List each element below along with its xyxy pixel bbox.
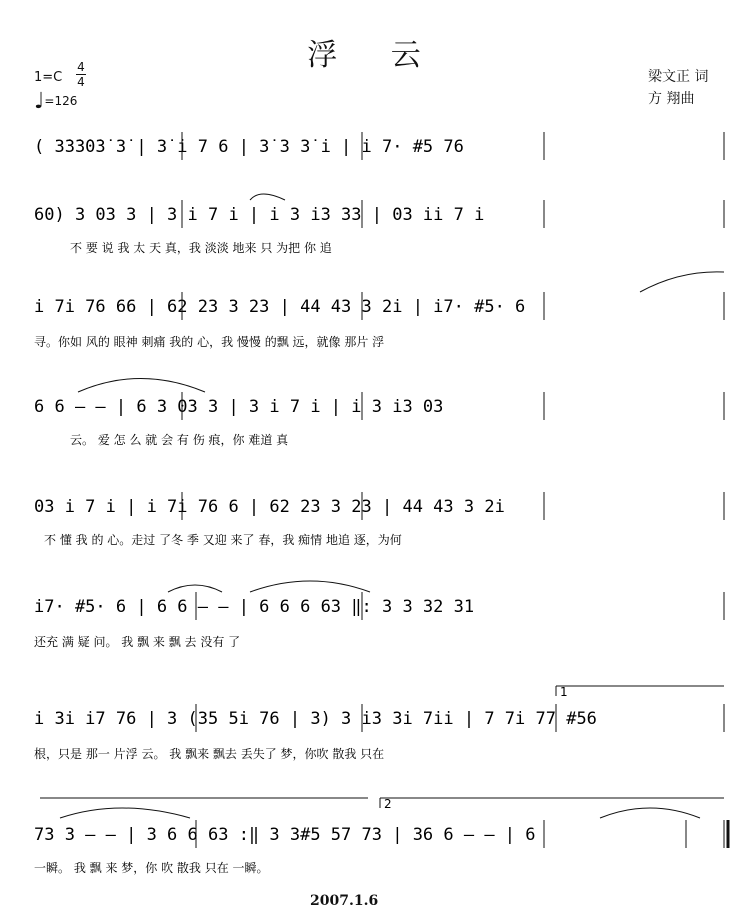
notes-row-7: i 3i i7 76 | 3 (35 5i 76 | 3) 3 i3 3i 7ii | 7 7i 77 #56 [34,709,597,729]
notes-row-8: 73 3 – – | 3 6 6 63 :‖ 3 3#5 57 73 | 36 6 – – | 6 [34,825,536,845]
lyrics-row-5: 不 懂 我 的 心。走过 了冬 季 又迎 来了 春，我 痴情 地追 逐，为何 [44,533,402,547]
lyrics-row-2: 不 要 说 我 太 天 真，我 淡淡 地来 只 为把 你 追 [70,241,332,255]
date-stamp: 2007.1.6 [310,893,379,909]
tempo-value: =126 [44,94,78,108]
score-row-5 [34,492,724,547]
score-row-1 [34,132,724,160]
quarter-note-icon: ♩ [34,89,45,114]
lyrics-row-7: 根，只是 那一 片浮 云。 我 飘来 飘去 丢失了 梦，你吹 散我 只在 [34,747,385,761]
notes-row-6: i7· #5· 6 | 6 6 – – | 6 6 6 63 ‖: 3 3 32 31 [34,597,475,617]
lyrics-row-8: 一瞬。 我 飘 来 梦，你 吹 散我 只在 一瞬。 [34,861,269,875]
notes-row-1: ( 3̇3̇3̇0̇3̇ 3̇ | 3̇ i 7 6 | 3̇ 3 3̇ i | i 7· #5 76 [34,137,464,157]
notes-row-5: 03 i 7 i | i 7i 76 6 | 62 23 3 23 | 44 43 3 2i [34,497,505,517]
lyrics-row-3: 寻。你如 风的 眼神 刺痛 我的 心，我 慢慢 的飘 远，就像 那片 浮 [34,335,385,349]
lyricist-credit: 梁文正 词 [648,69,709,85]
score-row-6 [34,581,724,649]
lyrics-row-6: 还充 满 疑 问。 我 飘 来 飘 去 没有 了 [34,635,241,649]
notes-row-2: 60) 3 03 3 | 3 i 7 i | i 3 i3 33 | 03 ii 7 i [34,205,485,225]
notes-row-4: 6 6 – – | 6 3 03 3 | 3 i 7 i | i 3 i3 03 [34,397,444,417]
composer-credit: 方 翔曲 [648,91,695,107]
time-sig-top: 4 [77,60,85,74]
score-row-7 [34,685,724,761]
notes-row-3: i 7i 76 66 | 62 23 3 23 | 44 43 3 2i | i7· #5· 6 [34,297,526,317]
volta-2: 2 [384,797,392,811]
score-row-8 [34,797,728,875]
lyrics-row-4: 云。 爱 怎 么 就 会 有 伤 痕，你 难道 真 [70,433,289,447]
time-sig-bottom: 4 [77,75,85,89]
key-signature: 1=C [34,70,63,85]
song-title: 浮 云 [307,38,443,73]
score-row-2 [34,194,724,255]
score-row-3 [34,272,724,349]
volta-1: 1 [560,685,568,699]
score-row-4 [34,379,724,448]
